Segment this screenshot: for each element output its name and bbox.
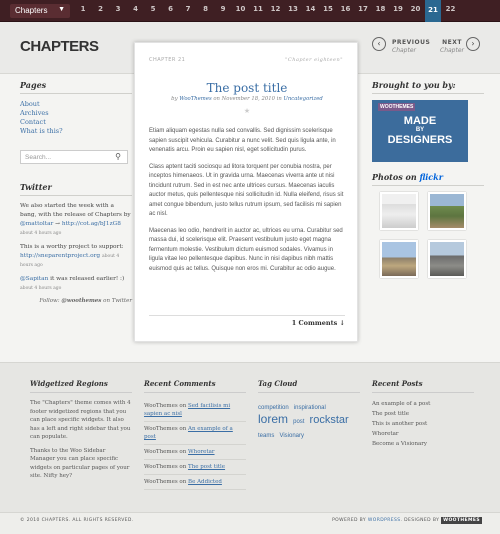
flickr-widget	[372, 172, 484, 278]
bottom-bar	[0, 512, 500, 534]
post-body	[149, 127, 345, 281]
recent-post-link[interactable]: An example of a post	[372, 401, 431, 407]
previous-sublabel: Chapter	[392, 47, 416, 54]
follow-prefix: Follow:	[39, 298, 62, 304]
tweet-link[interactable]: @mattoltar	[20, 221, 54, 227]
chapter-link-20[interactable]: 20	[410, 5, 421, 13]
chapter-link-18[interactable]: 18	[375, 5, 386, 13]
footer-widget-title: Tag Cloud	[258, 379, 360, 393]
twitter-follow	[20, 298, 132, 304]
chapters-dropdown-label: Chapters	[15, 6, 48, 15]
chapter-link-2[interactable]: 2	[98, 5, 103, 13]
comment-author: WooThemes	[144, 426, 178, 432]
chapter-link-8[interactable]: 8	[203, 5, 208, 13]
twitter-widget	[20, 182, 132, 304]
star-divider-icon: ★	[243, 107, 251, 115]
comment-on: on	[177, 403, 189, 409]
recent-post-link[interactable]: The post title	[372, 411, 410, 417]
chapter-numbers	[76, 5, 496, 17]
next-label: NEXT	[442, 39, 462, 46]
pages-widget-title: Pages	[20, 80, 132, 94]
comments-link[interactable]: 1 Comments ↓	[149, 315, 345, 327]
comment-author: WooThemes	[144, 479, 178, 485]
chapter-link-7[interactable]: 7	[185, 5, 191, 13]
chapter-label: CHAPTER 21	[149, 57, 186, 63]
footer-widgets	[0, 362, 500, 512]
recent-comment	[144, 445, 246, 460]
copyright: © 2010 CHAPTERS. ALL RIGHTS RESERVED.	[20, 518, 134, 523]
tag-link[interactable]: post	[293, 419, 305, 425]
post-paragraph: Etiam aliquam egestas nulla sed convallis. Sed dignissim scelerisque sapien suscipit vehicula. Curabitur a nunc velit. Sed quis ligula ante, in venenatis arcu. Proin eu sapien nisl, eget sollicitudin purus.	[149, 128, 336, 153]
chapters-dropdown[interactable]	[10, 4, 70, 18]
left-sidebar	[20, 80, 132, 304]
recent-comment	[144, 422, 246, 445]
comment-author: WooThemes	[144, 403, 178, 409]
arrow-right-icon: ›	[466, 37, 480, 51]
chapter-link-17[interactable]: 17	[358, 5, 368, 13]
powered-by	[332, 517, 482, 524]
recent-post-link[interactable]: Become a Visionary	[372, 441, 428, 447]
post-paragraph: Class aptent taciti sociosqu ad litora torquent per conubia nostra, per inceptos himenaeos. Ut in gravida urna. Maecenas viverra ante ut nisi tincidunt rutrum. Sed in est nec ante ultrices cursus. Maecenas iaculis auctor metus, quis pellentesque nisi sollicitudin id. Nulla eleifend, risus sit amet congue bibendum, justo tellus rutrum ipsum, sed facilisis mi sapien ac nisl.	[149, 163, 344, 217]
recent-comment	[144, 399, 246, 422]
footer-text: The "Chapters" theme comes with 4 footer widgetized regions that you can place specific widgets. It also has a left and right sidebar that you can populate.	[30, 400, 131, 440]
footer-widget-title: Widgetized Regions	[30, 379, 132, 393]
tweet-link[interactable]: @Sapitan	[20, 276, 49, 282]
tweet-time: about 4 hours ago	[20, 254, 120, 268]
footer-widget-title: Recent Comments	[144, 379, 246, 393]
flickr-photo[interactable]	[428, 240, 466, 278]
post-card	[134, 42, 358, 342]
post-chapter-header	[149, 57, 343, 63]
tag-link[interactable]: Visionary	[279, 433, 305, 439]
recent-post-link[interactable]: Whoretar	[372, 431, 399, 437]
tweet-time: about 4 hours ago	[20, 231, 62, 236]
footer-text: Thanks to the Woo Sidebar Manager you can place specific widgets on particular pages of your site. Nifty hey?	[30, 447, 130, 479]
tweet-link[interactable]: http://cot.ag/bJ1zG8	[61, 221, 121, 227]
designed-by: . DESIGNED BY	[400, 518, 442, 523]
comment-on: on	[177, 464, 189, 470]
chapter-link-6[interactable]: 6	[168, 5, 173, 13]
post-paragraph: Maecenas leo odio, hendrerit in auctor ac, ultrices eu urna. Curabitur sed massa dui, id scelerisque elit. Praesent vestibulum justo eget magna fermentum molestie. Vestibulum dictum euismod sodales. Vivamus in ligula vitae leo pellentesque dapibus. Nunc in nisi dapibus nibh mattis euismod quis ac tellus. Quisque non eros mi. Curabitur ac odio augue.	[149, 227, 343, 272]
previous-label: PREVIOUS	[392, 39, 431, 46]
powered-prefix: POWERED BY	[332, 518, 368, 523]
search-placeholder: Search...	[25, 154, 52, 161]
tweet	[20, 275, 132, 293]
flickr-prefix: Photos on	[372, 172, 420, 182]
footer-tag-cloud	[258, 379, 360, 441]
comment-author: WooThemes	[144, 449, 178, 455]
post-meta	[135, 96, 359, 102]
flickr-brand: flickr	[419, 172, 443, 182]
chevron-down-icon: ▼	[58, 6, 65, 13]
tweet-text: This is a worthy project to support:	[20, 244, 124, 250]
woothemes-ad-banner[interactable]	[372, 100, 468, 162]
author-link[interactable]: WooThemes	[179, 96, 212, 102]
follow-suffix: on Twitter	[101, 298, 132, 304]
tweet-link[interactable]: http://sneparentproject.org	[20, 253, 101, 259]
right-sidebar	[372, 80, 484, 278]
ad-designers: DESIGNERS	[387, 134, 453, 146]
ad-made: MADE	[403, 115, 437, 127]
tag-link[interactable]: teams	[258, 433, 275, 439]
chapter-link-10[interactable]: 10	[235, 5, 246, 13]
chapter-link-9[interactable]: 9	[220, 5, 226, 13]
tag-link[interactable]: inspirational	[293, 405, 326, 411]
comment-post-link[interactable]: The post title	[188, 464, 226, 470]
tweet-text: it was released earlier! :)	[48, 276, 125, 282]
search-icon[interactable]: ⚲	[115, 152, 121, 161]
ad-by: BY	[415, 127, 425, 133]
chapter-link-22[interactable]: 22	[445, 5, 456, 13]
next-chapter-link[interactable]	[440, 39, 475, 54]
footer-widgetized-regions	[30, 379, 132, 486]
page-link-contact[interactable]: Contact	[20, 118, 46, 126]
chapter-link-14[interactable]: 14	[305, 5, 316, 13]
flickr-photo[interactable]	[380, 192, 418, 230]
chapter-link-12[interactable]: 12	[270, 5, 281, 13]
flickr-photo[interactable]	[380, 240, 418, 278]
chapter-link-5[interactable]: 5	[150, 5, 156, 13]
comment-post-link[interactable]: Whoretar	[188, 449, 215, 455]
comment-post-link[interactable]: Be Addicted	[188, 479, 222, 485]
previous-chapter-link[interactable]	[372, 39, 430, 54]
tweet	[20, 202, 132, 238]
flickr-title	[372, 172, 484, 186]
chapter-link-15[interactable]: 15	[323, 5, 333, 13]
category-link[interactable]: Uncategorized	[283, 96, 323, 102]
footer-widget-title: Recent Posts	[372, 379, 474, 393]
comment-post-link[interactable]: An example of a post	[144, 426, 233, 440]
twitter-widget-title: Twitter	[20, 182, 132, 196]
tag-link[interactable]: lorem	[258, 412, 289, 426]
arrow-left-icon: ‹	[372, 37, 386, 51]
tag-link[interactable]: competition	[258, 405, 289, 411]
recent-comment	[144, 460, 246, 475]
comment-post-link[interactable]: Sed facilisis mi sapien ac nisl	[144, 403, 231, 417]
chapter-link-4[interactable]: 4	[133, 5, 138, 13]
tweet-text: →	[53, 221, 62, 227]
next-sublabel: Chapter	[440, 47, 464, 54]
chapter-link-1[interactable]: 1	[80, 5, 86, 13]
comment-on: on	[177, 449, 189, 455]
recent-post-link[interactable]: This is another post	[372, 421, 428, 427]
chapter-link-21-active[interactable]: 21	[425, 0, 441, 22]
flickr-photo[interactable]	[428, 192, 466, 230]
chapter-link-13[interactable]: 13	[288, 5, 298, 13]
comment-on: on	[177, 479, 189, 485]
tweet	[20, 243, 132, 270]
chapter-link-19[interactable]: 19	[393, 5, 403, 13]
pages-list	[20, 100, 132, 136]
page-link-what-is-this[interactable]: What is this?	[20, 127, 63, 135]
chapter-link-16[interactable]: 16	[340, 5, 351, 13]
recent-comment	[144, 475, 246, 490]
tweet-time: about 4 hours ago	[20, 286, 62, 291]
site-logo[interactable]: CHAPTERS	[20, 38, 99, 55]
comment-author: WooThemes	[144, 464, 178, 470]
page-link-archives[interactable]: Archives	[20, 109, 49, 117]
footer-recent-comments	[144, 379, 246, 490]
page-link-about[interactable]: About	[20, 100, 40, 108]
tag-link[interactable]: rockstar	[309, 414, 349, 426]
tweet-text: We also started the week with a bang, with the release of Chapters by	[20, 203, 131, 218]
meta-by: by	[171, 96, 180, 102]
wordpress-link[interactable]: WORDPRESS	[367, 518, 401, 523]
chapter-quote: "Chapter eighteen"	[285, 57, 343, 63]
sponsor-title: Brought to you by:	[372, 80, 484, 94]
comment-on: on	[177, 426, 189, 432]
woothemes-badge[interactable]: WOOTHEMES	[443, 518, 480, 523]
search-input[interactable]	[20, 150, 128, 164]
post-title[interactable]: The post title	[206, 81, 288, 95]
chapter-link-3[interactable]: 3	[115, 5, 121, 13]
tag-cloud	[258, 399, 360, 441]
chapter-link-11[interactable]: 11	[253, 5, 263, 13]
follow-handle[interactable]: @woothemes	[61, 298, 102, 304]
top-navigation-bar	[0, 0, 500, 22]
meta-date: on November 18, 2010 in	[211, 96, 284, 102]
footer-recent-posts	[372, 379, 474, 449]
woothemes-logo: WOOTHEMES	[380, 104, 414, 110]
